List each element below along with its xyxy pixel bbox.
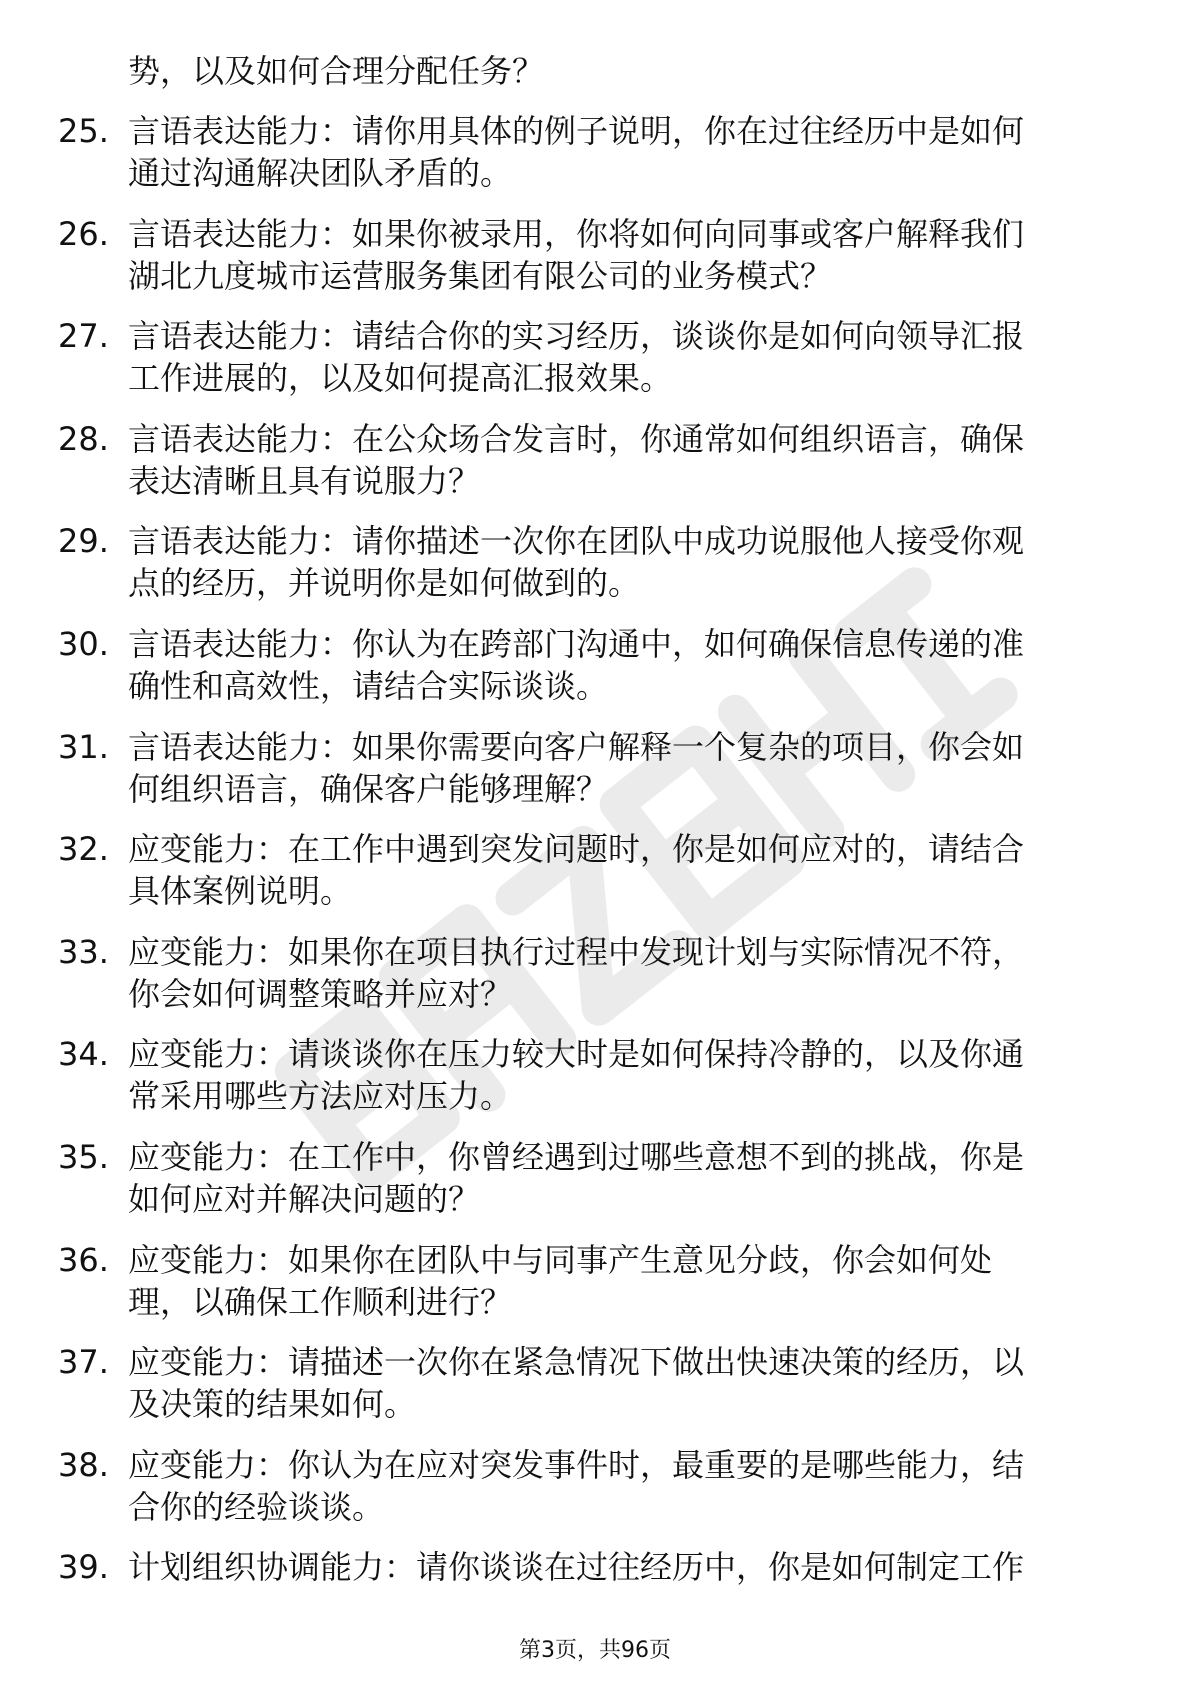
question-number: 29. bbox=[58, 522, 109, 561]
question-item bbox=[0, 822, 1190, 925]
question-text bbox=[128, 1136, 1128, 1220]
page-footer: 第3页，共96页 bbox=[519, 1638, 671, 1663]
question-line: 湖北九度城市运营服务集团有限公司的业务模式？ bbox=[128, 256, 833, 295]
question-line: 言语表达能力：你认为在跨部门沟通中，如何确保信息传递的准 bbox=[128, 624, 1025, 663]
continued-question-text: 势，以及如何合理分配任务？ bbox=[128, 52, 545, 90]
question-line: 理，以确保工作顺利进行？ bbox=[128, 1282, 513, 1321]
question-item bbox=[0, 1130, 1190, 1233]
question-line: 合你的经验谈谈。 bbox=[128, 1487, 385, 1526]
question-text bbox=[128, 213, 1128, 297]
question-line: 表达清晰且具有说服力？ bbox=[128, 461, 481, 500]
question-item bbox=[0, 412, 1190, 515]
question-item bbox=[0, 617, 1190, 720]
question-number: 32. bbox=[58, 830, 109, 869]
question-text bbox=[128, 931, 1128, 1015]
question-number: 30. bbox=[58, 624, 109, 663]
question-number: 31. bbox=[58, 727, 109, 766]
question-line: 言语表达能力：请结合你的实习经历，谈谈你是如何向领导汇报 bbox=[128, 317, 1025, 356]
question-line: 言语表达能力：请你用具体的例子说明，你在过往经历中是如何 bbox=[128, 112, 1025, 150]
question-item bbox=[0, 1027, 1190, 1130]
question-text bbox=[128, 1239, 1128, 1323]
question-text bbox=[128, 315, 1128, 399]
question-line: 计划组织协调能力：请你谈谈在过往经历中，你是如何制定工作 bbox=[128, 1548, 1025, 1587]
question-number: 34. bbox=[58, 1035, 109, 1074]
question-line: 应变能力：请谈谈你在压力较大时是如何保持冷静的，以及你通 bbox=[128, 1035, 1025, 1074]
question-item bbox=[0, 1335, 1190, 1438]
question-line: 应变能力：如果你在项目执行过程中发现计划与实际情况不符， bbox=[128, 932, 1025, 971]
question-number: 26. bbox=[58, 214, 109, 253]
question-text bbox=[128, 828, 1128, 912]
question-line: 确性和高效性，请结合实际谈谈。 bbox=[128, 666, 609, 705]
question-line: 应变能力：你认为在应对突发事件时，最重要的是哪些能力，结 bbox=[128, 1445, 1025, 1484]
question-line: 应变能力：在工作中，你曾经遇到过哪些意想不到的挑战，你是 bbox=[128, 1137, 1025, 1176]
question-number: 25. bbox=[58, 112, 109, 150]
question-line: 常采用哪些方法应对压力。 bbox=[128, 1077, 513, 1116]
question-item bbox=[0, 925, 1190, 1028]
question-text bbox=[128, 1341, 1128, 1425]
question-number: 38. bbox=[58, 1445, 109, 1484]
question-line: 通过沟通解决团队矛盾的。 bbox=[128, 154, 513, 192]
question-number: 28. bbox=[58, 419, 109, 458]
question-line: 言语表达能力：在公众场合发言时，你通常如何组织语言，确保 bbox=[128, 419, 1025, 458]
question-number: 33. bbox=[58, 932, 109, 971]
question-line: 工作进展的，以及如何提高汇报效果。 bbox=[128, 359, 673, 398]
question-item bbox=[0, 1438, 1190, 1541]
question-text bbox=[128, 520, 1128, 604]
question-line: 言语表达能力：请你描述一次你在团队中成功说服他人接受你观 bbox=[128, 522, 1025, 561]
question-item bbox=[0, 1233, 1190, 1336]
question-number: 36. bbox=[58, 1240, 109, 1279]
question-number: 37. bbox=[58, 1343, 109, 1382]
question-item bbox=[0, 309, 1190, 412]
question-line: 如何应对并解决问题的？ bbox=[128, 1179, 481, 1218]
question-number: 35. bbox=[58, 1137, 109, 1176]
question-item bbox=[0, 104, 1190, 207]
question-line: 应变能力：在工作中遇到突发问题时，你是如何应对的，请结合 bbox=[128, 830, 1025, 869]
question-line: 何组织语言，确保客户能够理解？ bbox=[128, 769, 609, 808]
question-line: 应变能力：如果你在团队中与同事产生意见分歧，你会如何处 bbox=[128, 1240, 993, 1279]
question-line: 言语表达能力：如果你被录用，你将如何向同事或客户解释我们 bbox=[128, 214, 1025, 253]
question-number: 27. bbox=[58, 317, 109, 356]
question-line: 你会如何调整策略并应对？ bbox=[128, 974, 513, 1013]
question-line: 点的经历，并说明你是如何做到的。 bbox=[128, 564, 641, 603]
question-item bbox=[0, 207, 1190, 310]
question-text bbox=[128, 1033, 1128, 1117]
question-text bbox=[128, 110, 1128, 194]
question-text bbox=[128, 418, 1128, 502]
question-text bbox=[128, 623, 1128, 707]
question-item bbox=[0, 1540, 1190, 1643]
question-text bbox=[128, 1546, 1128, 1588]
question-line: 及决策的结果如何。 bbox=[128, 1385, 417, 1424]
question-line: 言语表达能力：如果你需要向客户解释一个复杂的项目，你会如 bbox=[128, 727, 1025, 766]
question-item bbox=[0, 514, 1190, 617]
question-list bbox=[0, 104, 1190, 1643]
question-text bbox=[128, 1444, 1128, 1528]
question-text bbox=[128, 726, 1128, 810]
question-number: 39. bbox=[58, 1548, 109, 1587]
question-item bbox=[0, 720, 1190, 823]
question-line: 具体案例说明。 bbox=[128, 872, 353, 911]
question-line: 应变能力：请描述一次你在紧急情况下做出快速决策的经历，以 bbox=[128, 1343, 1025, 1382]
